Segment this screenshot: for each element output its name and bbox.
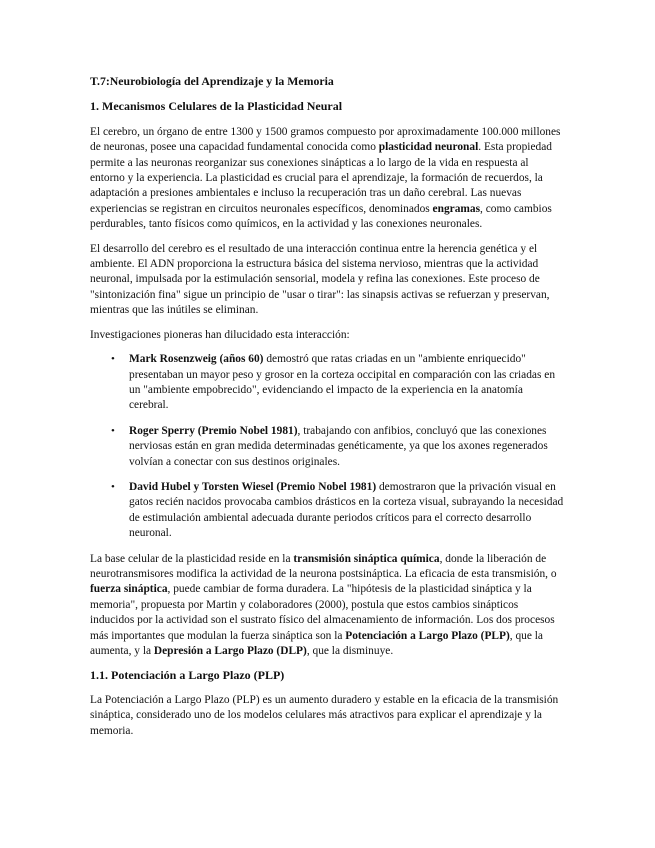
paragraph-development: El desarrollo del cerebro es el resultado de una interacción continua entre la herencia genética y el ambiente. El ADN proporciona la estructura básica del sistema nervioso, mientras que la actividad neuronal, impulsada por la estimulación sensorial, modela y refina las conexiones. Este proceso de "sintonización fina" sigue un principio de "usar o tirar": las sinapsis activas se refuerzan y preservan, mientras que las inútiles se eliminan. (90, 242, 550, 317)
list-item (90, 480, 564, 542)
text-run: , que la disminuye. (306, 645, 394, 657)
bullet-icon: • (111, 353, 115, 366)
document-title: T.7:Neurobiología del Aprendizaje y la Memoria (90, 74, 334, 88)
researcher-name: David Hubel y Torsten Wiesel (Premio Nobel 1981) (129, 480, 377, 493)
list-item (90, 424, 564, 470)
bullet-icon: • (111, 424, 115, 437)
section-heading-1: 1. Mecanismos Celulares de la Plasticidad Neural (90, 99, 343, 114)
list-item-text: demostró que ratas criadas en un "ambiente enriquecido" presentaban un mayor peso y grosor en la corteza occipital en comparación con las criadas en un "ambiente empobrecido", evidenciando el impacto de la experiencia en la anatomía cerebral. (129, 353, 556, 412)
list-item (90, 352, 564, 414)
paragraph-plp-definition: La Potenciación a Largo Plazo (PLP) es un aumento duradero y estable en la eficacia de la transmisión sináptica, considerado uno de los modelos celulares más atractivos para explicar el aprendizaje y la memoria. (90, 693, 559, 737)
research-list (90, 352, 564, 541)
researcher-name: Roger Sperry (Premio Nobel 1981) (129, 424, 298, 437)
text-run: , como cambios perdurables, tanto físicos como químicos, en la actividad y las conexiones neuronales. (90, 202, 552, 231)
text-run: El cerebro, un órgano de entre 1300 y 1500 gramos compuesto por aproximadamente 100.000 millones de neuronas, posee una capacidad fundamental conocida como (90, 125, 561, 154)
term-plasticidad-neuronal: plasticidad neuronal (378, 141, 479, 154)
term-transmision-sinaptica: transmisión sináptica química (293, 552, 440, 565)
document-page (90, 74, 564, 748)
paragraph-research-intro: Investigaciones pioneras han dilucidado esta interacción: (90, 328, 350, 341)
section-heading-1-1: 1.1. Potenciación a Largo Plazo (PLP) (90, 668, 285, 683)
text-run: La base celular de la plasticidad reside en la (90, 552, 294, 565)
text-run: , donde la liberación de neurotransmisores modifica la actividad de la neurona postsináptica. La eficacia de esta transmisión, o (90, 552, 557, 580)
bullet-icon: • (111, 480, 115, 493)
list-item-text: demostraron que la privación visual en gatos recién nacidos provocaba cambios drásticos en la corteza visual, subrayando la necesidad de estimulación ambiental adecuada durante periodos críticos para el correcto desarrollo neuronal. (129, 480, 564, 540)
text-run: , puede cambiar de forma duradera. La "hipótesis de la plasticidad sináptica y la memoria", propuesta por Martin y colaboradores (2000), postula que estos cambios sinápticos inducidos por la actividad son el sustrato físico del almacenamiento de información. Los dos procesos más importantes que modulan la fuerza sináptica son la (90, 583, 555, 642)
researcher-name: Mark Rosenzweig (años 60) (129, 353, 264, 366)
paragraph-plasticity-intro (90, 125, 564, 233)
term-engramas: engramas (432, 202, 481, 215)
term-dlp: Depresión a Largo Plazo (DLP) (153, 645, 307, 657)
list-item-text: , trabajando con anfibios, concluyó que las conexiones nerviosas están en gran medida determinadas genéticamente, ya que los axones regenerados volvían a conectar con sus destinos originales. (129, 424, 548, 468)
term-fuerza-sinaptica: fuerza sináptica (90, 583, 168, 596)
text-run: . Esta propiedad permite a las neuronas reorganizar sus conexiones sinápticas a lo largo de la vida en respuesta al entorno y la experiencia. La plasticidad es crucial para el aprendizaje, la formación de recuerdos, la adaptación a presiones ambientales e incluso la recuperación tras un daño cerebral. Las nuevas experiencias se registran en circuitos neuronales específicos, denominados (90, 141, 552, 215)
paragraph-synaptic-basis (90, 552, 564, 660)
text-run: , que la aumenta, y la (90, 629, 543, 657)
term-plp: Potenciación a Largo Plazo (PLP) (345, 629, 510, 642)
